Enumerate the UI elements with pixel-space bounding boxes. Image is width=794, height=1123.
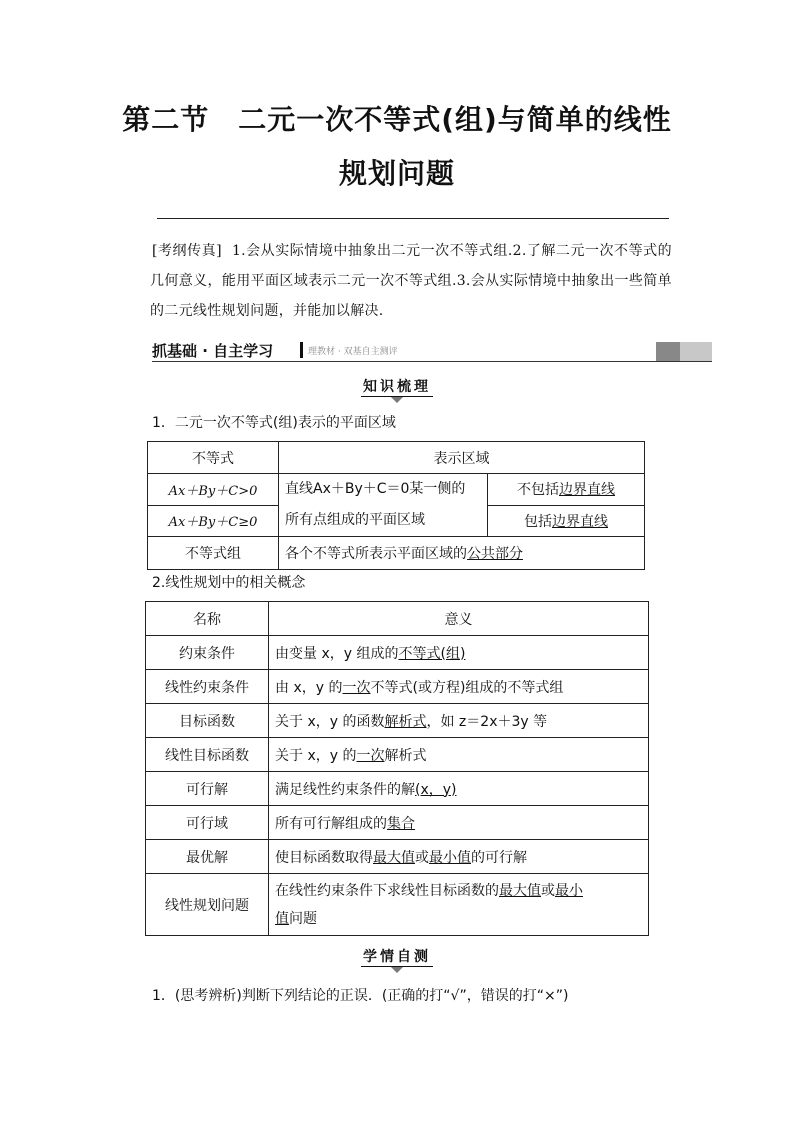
group-region-cell: 各个不等式所表示平面区域的公共部分 [279, 537, 645, 570]
section-underline [152, 361, 712, 362]
table-row: 线性约束条件 由 x，y 的一次不等式(或方程)组成的不等式组 [146, 670, 649, 704]
heading-plane-region: 1．二元一次不等式(组)表示的平面区域 [152, 415, 396, 431]
region-table [147, 441, 645, 570]
syllabus-text: 1.会从实际情境中抽象出二元一次不等式组.2.了解二元一次不等式的几何意义，能用平面区域表示二元一次不等式组.3.会从实际情境中抽象出一些简单的二元线性规划问题，并能加以解决. [150, 243, 672, 319]
down-triangle-icon [390, 396, 404, 403]
table-row: 目标函数 关于 x，y 的函数解析式，如 z＝2x＋3y 等 [146, 704, 649, 738]
inequality-cell: Ax＋By＋C>0 [148, 474, 279, 506]
region-table-header: 不等式 [148, 442, 279, 474]
section-sub: 理教材 · 双基自主测评 [308, 347, 398, 357]
concepts-table-header: 名称 [146, 602, 269, 636]
page-title-line1: 第二节 二元一次不等式(组)与简单的线性 [122, 103, 672, 136]
section-pipe [300, 342, 303, 358]
concepts-table-header: 意义 [269, 602, 649, 636]
section-deco-light [680, 342, 712, 361]
section-label: 抓基础 · 自主学习 [152, 342, 274, 360]
concepts-table [145, 601, 649, 936]
table-row: 线性目标函数 关于 x，y 的一次解析式 [146, 738, 649, 772]
table-row: 约束条件 由变量 x，y 组成的不等式(组) [146, 636, 649, 670]
table-row: 可行解 满足线性约束条件的解(x，y) [146, 772, 649, 806]
section-bar [152, 340, 712, 362]
subhead-knowledge: 知识梳理 [0, 376, 794, 403]
boundary-cell: 包括边界直线 [488, 505, 645, 537]
question-1: 1．(思考辨析)判断下列结论的正误．(正确的打“√”，错误的打“×”) [152, 988, 569, 1004]
title-divider [157, 218, 669, 219]
boundary-cell: 不包括边界直线 [488, 474, 645, 506]
syllabus-tag: [考纲传真] [152, 243, 222, 259]
inequality-cell: Ax＋By＋C≥0 [148, 505, 279, 537]
down-triangle-icon [390, 966, 404, 973]
section-deco-dark [656, 342, 680, 361]
table-row: 可行域 所有可行解组成的集合 [146, 806, 649, 840]
table-row: 线性规划问题 在线性约束条件下求线性目标函数的最大值或最小 值问题 [146, 874, 649, 936]
region-table-header: 表示区域 [279, 442, 645, 474]
heading-concepts: 2.线性规划中的相关概念 [152, 575, 306, 591]
syllabus-intro [150, 236, 672, 326]
inequality-group-cell: 不等式组 [148, 537, 279, 570]
page-title-line2: 规划问题 [338, 157, 455, 190]
subhead-self-test: 学情自测 [0, 946, 794, 973]
table-row: 最优解 使目标函数取得最大值或最小值的可行解 [146, 840, 649, 874]
region-description-cell: 直线Ax＋By＋C＝0某一侧的 所有点组成的平面区域 [279, 474, 488, 537]
